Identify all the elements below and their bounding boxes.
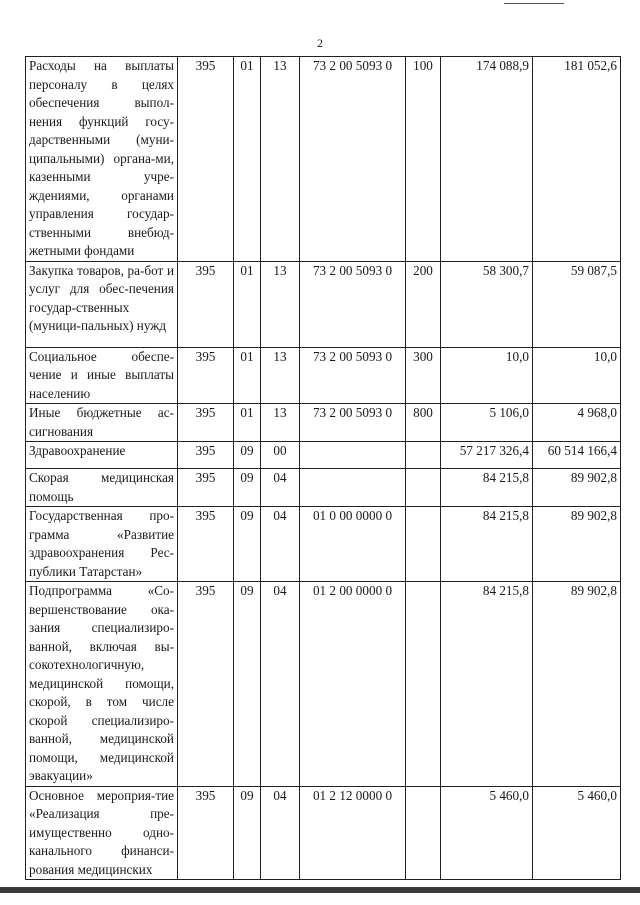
row-sum-2: 10,0 [533,347,621,404]
table-row [26,442,621,469]
row-vr: 200 [406,261,441,347]
top-rule [504,3,564,4]
row-sum-1: 84 215,8 [441,469,533,507]
row-gr: 395 [178,404,234,442]
row-sum-2: 59 087,5 [533,261,621,347]
row-sum-2: 89 902,8 [533,469,621,507]
row-vr: 100 [406,57,441,262]
row-rz: 09 [234,507,261,582]
row-sum-1: 58 300,7 [441,261,533,347]
row-sum-2: 5 460,0 [533,786,621,880]
row-rz: 09 [234,469,261,507]
row-gr: 395 [178,507,234,582]
row-pr: 13 [261,404,300,442]
row-pr: 13 [261,347,300,404]
row-rz: 09 [234,786,261,880]
row-pr: 04 [261,582,300,787]
row-csr [300,442,406,469]
row-pr: 04 [261,786,300,880]
row-csr: 01 0 00 0000 0 [300,507,406,582]
table-row [26,261,621,347]
table-row [26,507,621,582]
row-sum-1: 174 088,9 [441,57,533,262]
row-vr: 300 [406,347,441,404]
row-sum-2: 4 968,0 [533,404,621,442]
row-pr: 00 [261,442,300,469]
table-row [26,57,621,262]
row-sum-2: 60 514 166,4 [533,442,621,469]
table-row [26,582,621,787]
budget-table [25,56,621,880]
page-number: 2 [317,36,323,50]
table-row [26,404,621,442]
row-csr [300,469,406,507]
row-sum-1: 5 106,0 [441,404,533,442]
row-vr: 800 [406,404,441,442]
row-rz: 01 [234,404,261,442]
row-name: Закупка товаров, ра-бот и услуг для обес-печения государ-ственных (муници-пальных) нужд [26,261,178,347]
row-sum-2: 181 052,6 [533,57,621,262]
row-gr: 395 [178,261,234,347]
row-rz: 01 [234,261,261,347]
row-vr [406,507,441,582]
table-row [26,347,621,404]
row-sum-1: 10,0 [441,347,533,404]
row-sum-1: 57 217 326,4 [441,442,533,469]
row-sum-1: 84 215,8 [441,507,533,582]
row-gr: 395 [178,582,234,787]
row-gr: 395 [178,57,234,262]
row-gr: 395 [178,469,234,507]
row-gr: 395 [178,786,234,880]
row-name: Скорая медицинская помощь [26,469,178,507]
row-rz: 09 [234,582,261,787]
row-pr: 13 [261,261,300,347]
row-pr: 13 [261,57,300,262]
table-row [26,469,621,507]
table-row [26,786,621,880]
row-rz: 01 [234,57,261,262]
row-name: Иные бюджетные ас-сигнования [26,404,178,442]
row-name: Здравоохранение [26,442,178,469]
row-csr: 73 2 00 5093 0 [300,404,406,442]
row-csr: 73 2 00 5093 0 [300,57,406,262]
row-vr [406,786,441,880]
row-gr: 395 [178,442,234,469]
row-sum-2: 89 902,8 [533,582,621,787]
row-name: Расходы на выплаты персоналу в целях обеспечения выпол-нения функций госу-дарственными (муни-ципальными) органа-ми, казенными учре-ждениями, органами управления государ-ственными внебюд-жетными фондами [26,57,178,262]
row-sum-2: 89 902,8 [533,507,621,582]
row-name: Подпрограмма «Со-вершенствование ока-зания специализиро-ванной, включая вы-сокотехнологичную, медицинской помощи, скорой, в том числе скорой специализиро-ванной, медицинской помощи, медицинской эвакуации» [26,582,178,787]
row-name: Государственная про-грамма «Развитие здравоохранения Рес-публики Татарстан» [26,507,178,582]
row-csr: 01 2 00 0000 0 [300,582,406,787]
row-gr: 395 [178,347,234,404]
row-vr [406,469,441,507]
row-vr [406,582,441,787]
row-name: Основное мероприя-тие «Реализация пре-имущественно одно-канального финанси-рования медицинских [26,786,178,880]
row-csr: 73 2 00 5093 0 [300,347,406,404]
row-pr: 04 [261,469,300,507]
row-rz: 09 [234,442,261,469]
row-csr: 01 2 12 0000 0 [300,786,406,880]
row-sum-1: 84 215,8 [441,582,533,787]
row-name: Социальное обеспе-чение и иные выплаты населению [26,347,178,404]
row-pr: 04 [261,507,300,582]
row-csr: 73 2 00 5093 0 [300,261,406,347]
row-vr [406,442,441,469]
row-sum-1: 5 460,0 [441,786,533,880]
row-rz: 01 [234,347,261,404]
scan-bottom-edge [0,887,640,893]
